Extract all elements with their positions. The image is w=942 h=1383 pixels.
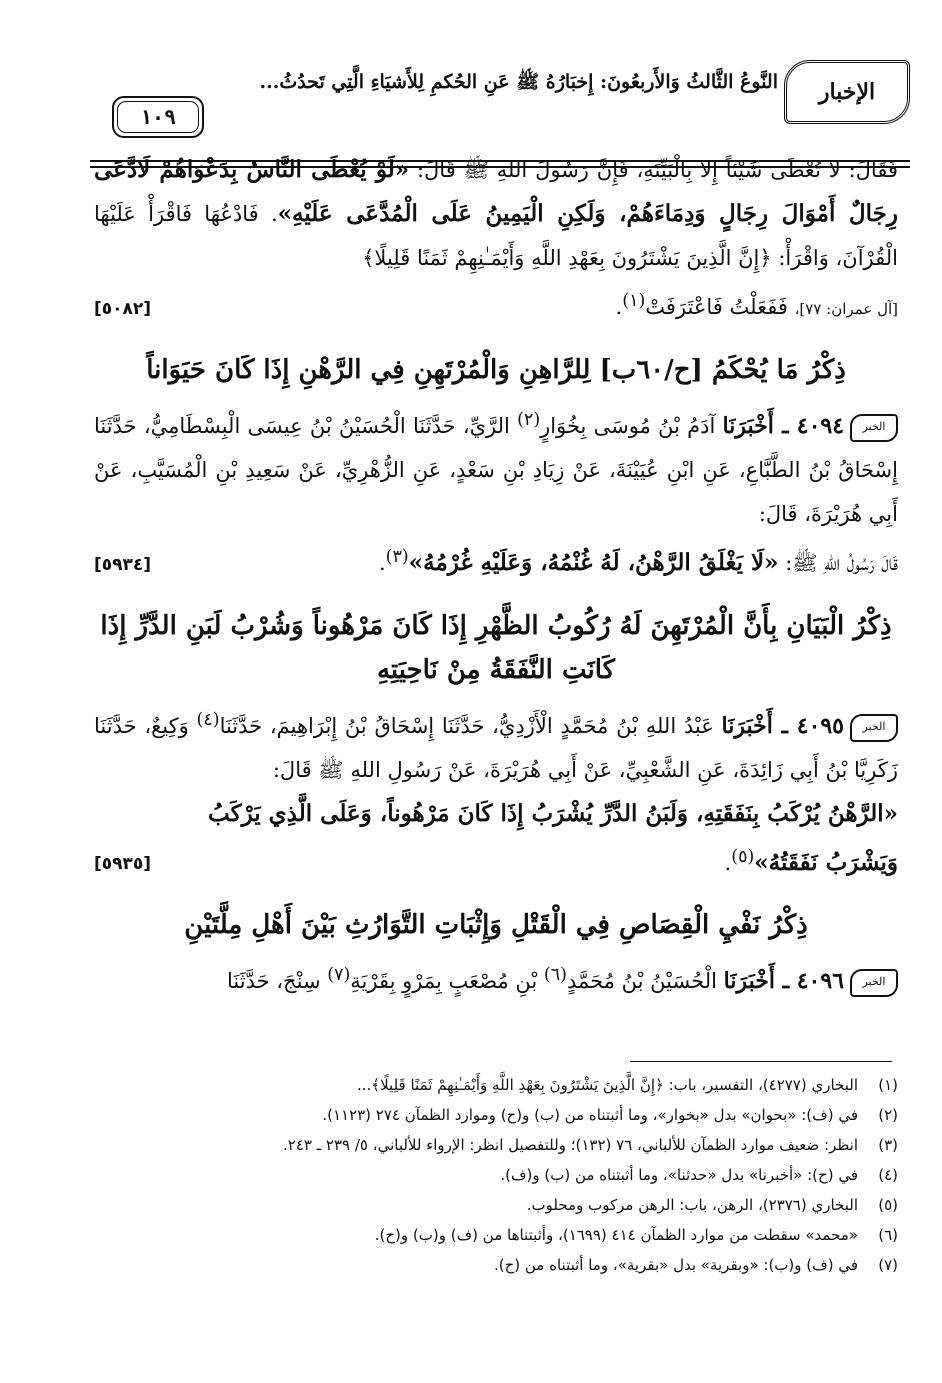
hadith-4096 (94, 953, 898, 1003)
footnotes (94, 1070, 898, 1280)
p1-hadith-quote: «لَوْ يُعْطَى النَّاسُ بِدَعْوَاهُمْ لَادَّعَى رِجَالٌ أَمْوَالَ رِجَالٍ وَدِمَاءَهُمْ، وَلَكِنِ الْيَمِينُ عَلَى الْمُدَّعَى عَلَيْهِ» (94, 156, 898, 227)
p1-plain: فَقَالَ: لا تُعْطَى شَيْئاً إِلا بِالْبَيِّنَةِ، فَإِنَّ رَسُولَ اللهِ ﷺ قَالَ: (409, 158, 898, 182)
hadith-4094-saying-intro: قَالَ رَسُولُ اللهِ ﷺ: (778, 551, 898, 575)
khabar-icon: الخبر (850, 969, 898, 997)
footnote-marker-7: (٧) (327, 965, 351, 985)
hadith-4095-saying: «الرَّهْنُ يُرْكَبُ بِنَفَقَتِهِ، وَلَبَنُ الدَّرِّ يُشْرَبُ إِذَا كَانَ مَرْهُوناً، وَعَلَى الَّذِي يَرْكَبُ وَيَشْرَبُ نَفَقَتُهُ» (208, 800, 898, 876)
hadith-code-5934: [٥٩٣٤] (94, 555, 152, 575)
khabar-icon: الخبر (850, 714, 898, 742)
footnote-text: في (ف) و(ب): «وبقرية» بدل «بقرية»، وما أثبتناه من (ح). (493, 1256, 858, 1274)
footnote-number: (٦) (878, 1226, 898, 1244)
p1-last: فَفَعَلْتُ فَاعْتَرَفَتْ (645, 295, 795, 319)
footnote-number: (٥) (878, 1196, 898, 1214)
paragraph-continuation (94, 148, 898, 280)
footnote-number: (٣) (878, 1136, 898, 1154)
footnote (94, 1250, 898, 1280)
footnote-marker-5: (٥) (731, 847, 755, 867)
section-heading-1: ذِكْرُ مَا يُحْكَمُ [ح/٦٠ب] لِلرَّاهِنِ وَالْمُرْتَهِنِ فِي الرَّهْنِ إِذَا كَانَ حَيَوَاناً (146, 355, 846, 385)
hadith-4095-saying-line: «الرَّهْنُ يُرْكَبُ بِنَفَقَتِهِ، وَلَبَنُ الدَّرِّ يُشْرَبُ إِذَا كَانَ مَرْهُوناً، وَعَلَى الَّذِي يَرْكَبُ وَيَشْرَبُ نَفَقَتُهُ»$^{(٥)}$. [٥٩٣٥] (94, 792, 898, 885)
footnote (94, 1100, 898, 1130)
hadith-4094-saying: «لَا يَغْلَقُ الرَّهْنُ، لَهُ غُنْمُهُ، وَعَلَيْهِ غُرْمُهُ» (408, 549, 779, 576)
hadith-4096-chain: الْحُسَيْنُ بْنُ مُحَمَّدٍ (566, 969, 724, 993)
hadith-4096-chain-2: بْنِ مُصْعَبٍ بِمَرْوٍ بِقَرْيَةِ (350, 969, 544, 993)
quran-reference: [آل عمران: ٧٧]، (794, 300, 898, 318)
hadith-4094-chain-2: الرَّيِّ، حَدَّثَنَا الْحُسَيْنُ بْنُ عِيسَى الْبِسْطَامِيُّ، حَدَّثَنَا إِسْحَاقُ بْنُ الطَّبَّاعِ، عَنِ ابْنِ عُيَيْنَةَ، عَنْ زِيَادِ بْنِ سَعْدٍ، عَنِ الزُّهْرِيِّ، عَنْ سَعِيدِ بْنِ الْمُسَيَّبِ، عَنْ أَبِي هُرَيْرَةَ، قَالَ: (94, 414, 898, 526)
footnote (94, 1190, 898, 1220)
p1-tail: . فَادْعُهَا فَاقْرَأْ عَلَيْهَا الْقُرْآنَ، وَاقْرَأْ: ﴿إِنَّ الَّذِينَ يَشْتَرُونَ بِعَهْدِ اللَّهِ وَأَيْمَـٰنِهِمْ ثَمَنًا قَلِيلًا﴾ (94, 202, 898, 270)
hadith-4095-chain-2: وَكِيعٌ، حَدَّثَنَا زَكَرِيَّا بْنُ أَبِي زَائِدَةَ، عَنِ الشَّعْبِيِّ، عَنْ أَبِي هُرَيْرَةَ، عَنْ رَسُولِ اللهِ ﷺ قَالَ: (94, 714, 898, 782)
section-badge (784, 60, 910, 124)
hadith-4096-number: ٤٠٩٦ ـ أَخْبَرَنَا (723, 968, 844, 994)
footnote (94, 1070, 898, 1100)
footnote (94, 1220, 898, 1250)
page-number: ١٠٩ (139, 105, 177, 129)
footnote-text: انظر: ضعيف موارد الظمآن للألباني، ٧٦ (١٣٢)؛ وللتفصيل انظر: الإرواء للألباني، ٥/ ٢٣٩ ـ ٢٤٣. (283, 1136, 858, 1154)
footnote-number: (١) (878, 1076, 898, 1094)
p1-final-line: [آل عمران: ٧٧]، فَفَعَلْتُ فَاعْتَرَفَتْ$^{(١)}$. [٥٠٨٢] (94, 280, 898, 330)
footnote-marker-3: (٣) (385, 547, 409, 567)
main-text (94, 148, 898, 1003)
footnote-text: «محمد» سقطت من موارد الظمآن ٤١٤ (١٦٩٩)، وأثبتناها من (ف) و(ب) و(ح). (374, 1226, 858, 1244)
hadith-4095 (94, 698, 898, 792)
footnote-marker-4: (٤) (196, 710, 220, 730)
footnote-number: (٧) (878, 1256, 898, 1274)
footnote-separator (630, 1061, 892, 1062)
footnote (94, 1160, 898, 1190)
hadith-4096-chain-3: سِنْجَ، حَدَّثَنَا (227, 969, 328, 993)
running-title: النَّوعُ الثَّالثُ وَالأَربعُونَ: إِخبَارُهُ ﷺ عَنِ الحُكمِ لِلأَشيَاءِ الَّتِي تَحدُثُ... (259, 71, 778, 93)
hadith-4095-chain: عَبْدُ اللهِ بْنُ مُحَمَّدٍ الْأَزْدِيُّ، حَدَّثَنَا إِسْحَاقُ بْنُ إِبْرَاهِيمَ، حَدَّثَنَا (219, 714, 722, 738)
footnote-text: البخاري (٤٢٧٧)، التفسير، باب: ﴿إِنَّ الَّذِينَ يَشْتَرُونَ بِعَهْدِ اللَّهِ وَأَيْمَـٰنِهِمْ ثَمَنًا قَلِيلًا﴾... (357, 1076, 858, 1094)
footnote-number: (٢) (878, 1106, 898, 1124)
hadith-code-5082: [٥٠٨٢] (94, 299, 152, 319)
footnote-number: (٤) (878, 1166, 898, 1184)
khabar-icon: الخبر (850, 414, 898, 442)
section-heading-3: ذِكْرُ نَفْيِ الْقِصَاصِ فِي الْقَتْلِ وَإِثْبَاتِ التَّوَارُثِ بَيْنَ أَهْلِ مِلَّتَيْنِ (184, 910, 808, 940)
footnote-marker-1: (١) (622, 291, 646, 311)
footnote-marker-2: (٢) (517, 410, 541, 430)
hadith-4094-chain: آدَمُ بْنُ مُوسَى بِخُوَارٍ (540, 414, 723, 438)
hadith-4094-number: ٤٠٩٤ ـ أَخْبَرَنَا (722, 413, 845, 439)
footnote-text: في (ح): «أخبرنا» بدل «حدثنا»، وما أثبتناه من (ب) و(ف). (500, 1166, 858, 1184)
footnote-marker-6: (٦) (543, 965, 567, 985)
footnote (94, 1130, 898, 1160)
hadith-code-5935: [٥٩٣٥] (94, 854, 152, 874)
section-heading-2: ذِكْرُ الْبَيَانِ بِأَنَّ الْمُرْتَهِنَ لَهُ رُكُوبُ الظَّهْرِ إِذَا كَانَ مَرْهُوناً وَشُرْبُ لَبَنِ الدَّرِّ إِذَا كَانَتِ النَّفَقَةُ مِنْ نَاحِيَتِهِ (100, 611, 892, 685)
badge-label: الإخبار (818, 79, 876, 105)
page-number-box (112, 96, 204, 138)
hadith-4094-saying-line: قَالَ رَسُولُ اللهِ ﷺ: «لَا يَغْلَقُ الرَّهْنُ، لَهُ غُنْمُهُ، وَعَلَيْهِ غُرْمُهُ»$^{(٣)}$. [٥٩٣٤] (94, 536, 898, 586)
page-header (90, 56, 910, 136)
hadith-4094 (94, 398, 898, 536)
footnote-text: البخاري (٢٣٧٦)، الرهن، باب: الرهن مركوب ومحلوب. (526, 1196, 858, 1214)
footnote-text: في (ف): «بحوان» بدل «بخوار»، وما أثبتناه من (ب) و(ح) وموارد الظمآن ٢٧٤ (١١٢٣). (322, 1106, 858, 1124)
hadith-4095-number: ٤٠٩٥ ـ أَخْبَرَنَا (721, 713, 844, 739)
